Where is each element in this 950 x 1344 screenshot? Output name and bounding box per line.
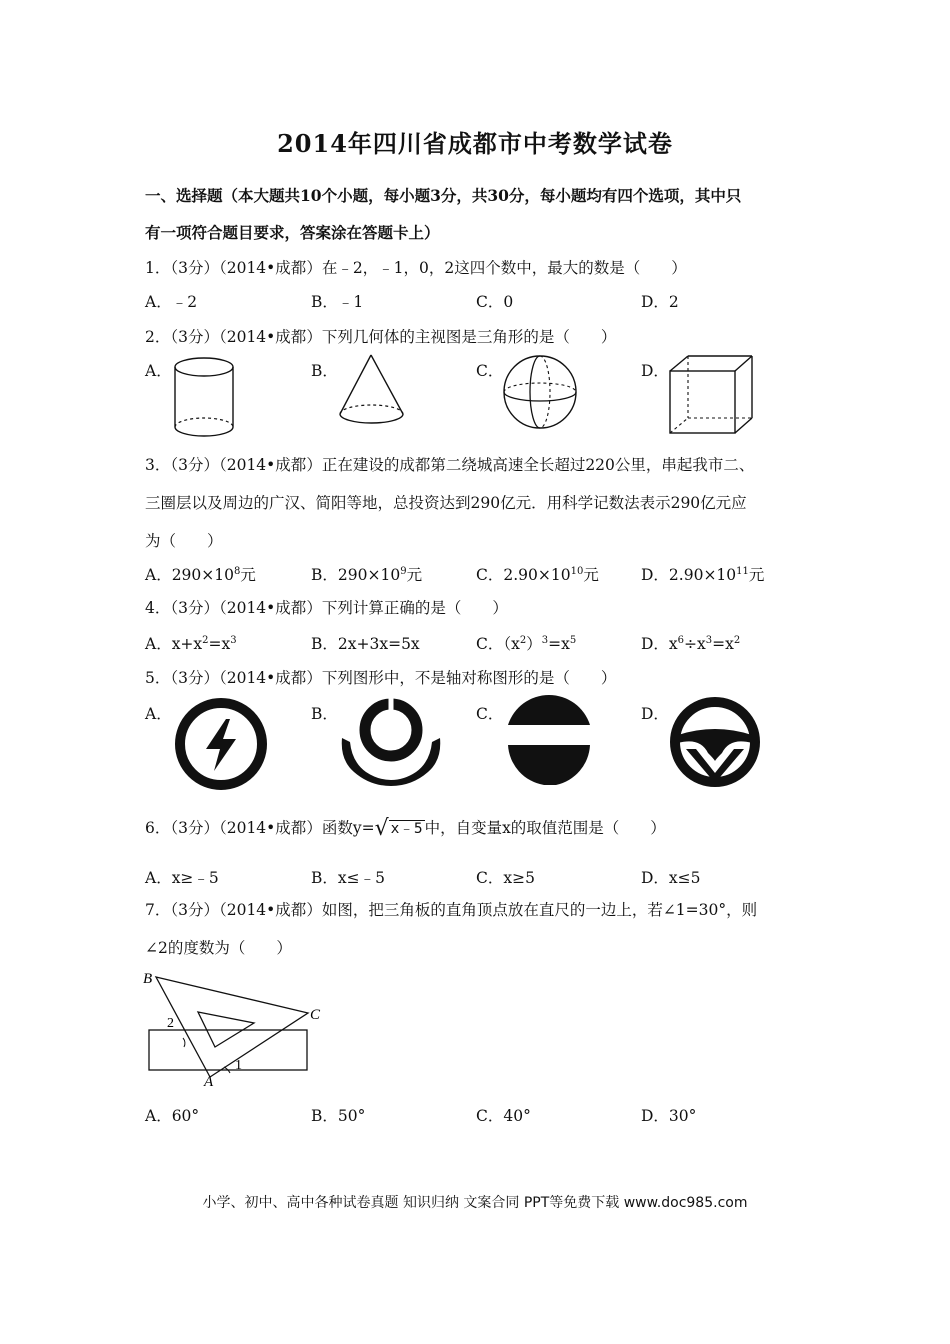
vertex-c-label: C bbox=[310, 1007, 321, 1023]
question-5-stem: 5．（3分）（2014•成都）下列图形中，不是轴对称图形的是（ ） bbox=[145, 669, 617, 687]
q7-option-c: C．40° bbox=[476, 1107, 531, 1125]
section-heading-line1: 一、选择题（本大题共10个小题，每小题3分，共30分，每小题均有四个选项，其中只 bbox=[145, 186, 742, 205]
question-6-stem: 6．（3分）（2014•成都）函数y=√ x﹣5 中，自变量x的取值范围是（ ） bbox=[145, 816, 666, 841]
steering-wheel-logo-icon bbox=[668, 695, 764, 791]
q7-option-d: D．30° bbox=[641, 1107, 697, 1125]
vertex-a-label: A bbox=[204, 1074, 214, 1090]
sphere-icon bbox=[502, 354, 582, 434]
question-3-line2: 三圈层以及周边的广汉、简阳等地，总投资达到290亿元．用科学记数法表示290亿元应 bbox=[145, 494, 747, 512]
q2-option-a: A． bbox=[145, 362, 172, 380]
question-3-line3: 为（ ） bbox=[145, 532, 223, 550]
page-title: 2014年四川省成都市中考数学试卷 bbox=[277, 129, 673, 158]
q2-option-b: B． bbox=[311, 362, 338, 380]
lightning-logo-icon bbox=[174, 697, 270, 793]
q2-option-c: C． bbox=[476, 362, 504, 380]
angle-2-label: 2 bbox=[167, 1016, 174, 1031]
q6-option-b: B．x≤﹣5 bbox=[311, 869, 385, 887]
q5-option-c: C． bbox=[476, 705, 504, 723]
cylinder-icon bbox=[170, 355, 240, 440]
triangle-ruler-figure bbox=[140, 965, 340, 1090]
question-3-line1: 3．（3分）（2014•成都）正在建设的成都第二绕城高速全长超过220公里，串起我市二、 bbox=[145, 456, 755, 474]
q5-option-b: B． bbox=[311, 705, 338, 723]
question-1-stem: 1．（3分）（2014•成都）在﹣2，﹣1，0，2这四个数中，最大的数是（ ） bbox=[145, 259, 687, 277]
q4-option-c: C．$(x^2)^3=x^5$ bbox=[476, 635, 577, 653]
q2-option-d: D． bbox=[641, 362, 669, 380]
q3-option-a: A．$290\times 10^8$元 bbox=[145, 566, 256, 584]
q1-option-d: D．2 bbox=[641, 293, 679, 311]
vertex-b-label: B bbox=[143, 971, 153, 987]
question-7-line2: ∠2的度数为（ ） bbox=[145, 939, 292, 957]
ring-cup-logo-icon bbox=[340, 696, 442, 790]
q3-option-d: D．$2.90\times 10^{11}$元 bbox=[641, 566, 765, 584]
q6-option-d: D．x≤5 bbox=[641, 869, 701, 887]
q5-option-d: D． bbox=[641, 705, 669, 723]
q5-option-a: A． bbox=[145, 705, 172, 723]
question-7-line1: 7．（3分）（2014•成都）如图，把三角板的直角顶点放在直尺的一边上，若∠1=30°，则 bbox=[145, 901, 758, 919]
q6-option-a: A．x≥﹣5 bbox=[145, 869, 219, 887]
q7-option-b: B．50° bbox=[311, 1107, 366, 1125]
q4-option-b: B．2x+3x=5x bbox=[311, 635, 420, 653]
q1-option-c: C．0 bbox=[476, 293, 514, 311]
q1-option-a: A．﹣2 bbox=[145, 293, 198, 311]
angle-1-label: 1 bbox=[235, 1058, 242, 1073]
q6-option-c: C．x≥5 bbox=[476, 869, 535, 887]
half-disc-logo-icon bbox=[504, 697, 594, 791]
question-4-stem: 4．（3分）（2014•成都）下列计算正确的是（ ） bbox=[145, 599, 508, 617]
section-heading-line2: 有一项符合题目要求，答案涂在答题卡上） bbox=[145, 223, 440, 242]
cube-icon bbox=[667, 353, 759, 439]
footer-watermark: 小学、初中、高中各种试卷真题 知识归纳 文案合同 PPT等免费下载 www.doc985.com bbox=[202, 1195, 748, 1211]
square-root-expression: √ x﹣5 bbox=[374, 816, 423, 841]
cone-icon bbox=[336, 352, 408, 432]
q3-option-b: B．$290\times 10^9$元 bbox=[311, 566, 423, 584]
q3-option-c: C．$2.90\times 10^{10}$元 bbox=[476, 566, 599, 584]
q4-option-a: A．$x+x^2=x^3$ bbox=[145, 635, 237, 653]
q4-option-d: D．$x^6\div x^3=x^2$ bbox=[641, 635, 741, 653]
q1-option-b: B．﹣1 bbox=[311, 293, 364, 311]
question-2-stem: 2．（3分）（2014•成都）下列几何体的主视图是三角形的是（ ） bbox=[145, 328, 617, 346]
q7-option-a: A．60° bbox=[145, 1107, 200, 1125]
